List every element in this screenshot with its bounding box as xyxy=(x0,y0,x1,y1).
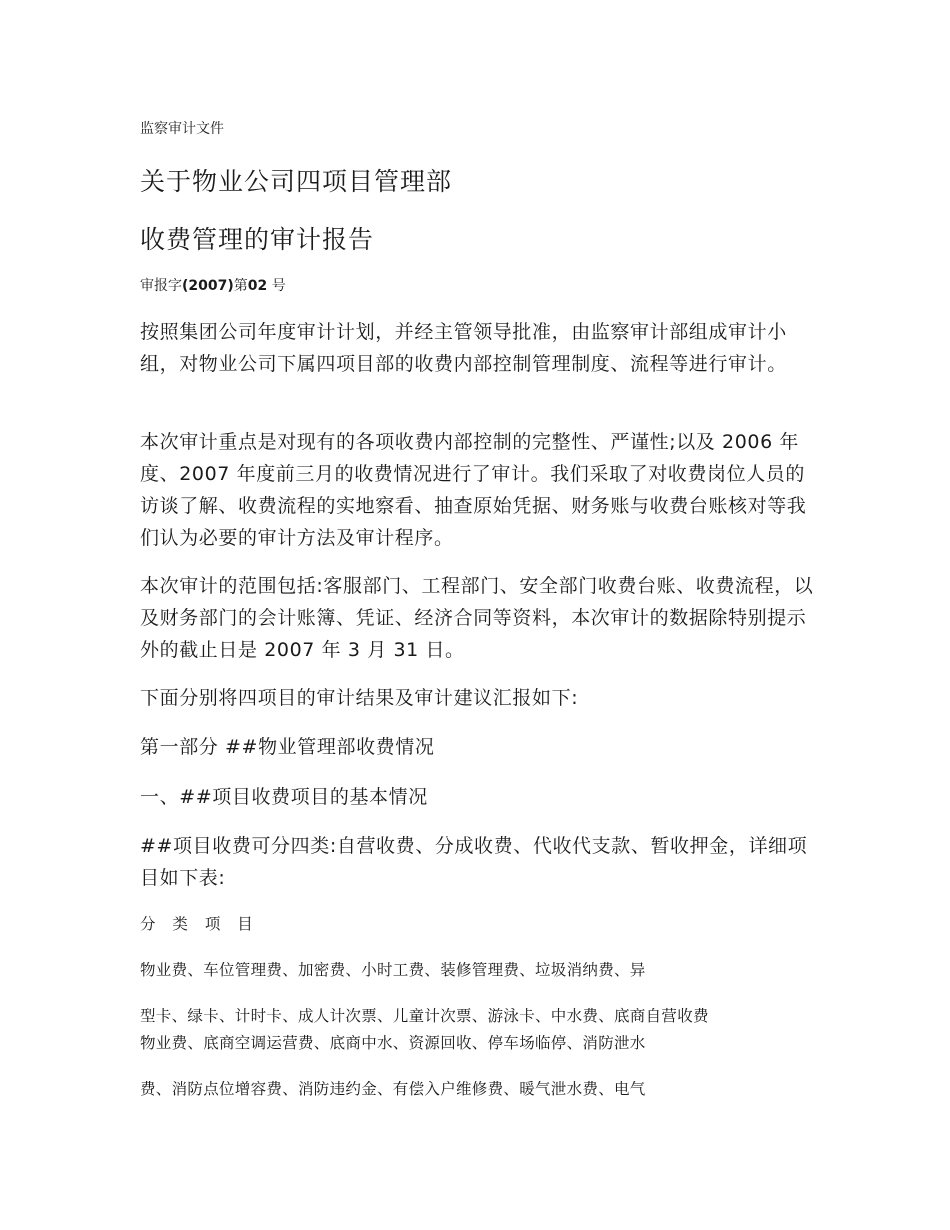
table-row: 物业费、车位管理费、加密费、小时工费、装修管理费、垃圾消纳费、异 xyxy=(140,961,646,979)
doc-number-value: 02 xyxy=(247,278,268,294)
paragraph-3: 本次审计的范围包括:客服部门、工程部门、安全部门收费台账、收费流程，以及财务部门的会计账簿、凭证、经济合同等资料，本次审计的数据除特别提示外的截止日是 2007 年 3 月 31 日。 xyxy=(140,575,814,661)
paragraph-4: 下面分别将四项目的审计结果及审计建议汇报如下: xyxy=(140,687,579,709)
doc-number-suffix: 号 xyxy=(271,278,286,294)
title-line-1: 关于物业公司四项目管理部 xyxy=(140,167,453,196)
subsection-heading: 一、##项目收费项目的基本情况 xyxy=(140,786,428,808)
table-row: 费、消防点位增容费、消防违约金、有偿入户维修费、暖气泄水费、电气 xyxy=(140,1080,646,1098)
table-header: 分 类 项 目 xyxy=(140,915,259,933)
paragraph-1: 按照集团公司年度审计计划，并经主管领导批准，由监察审计部组成审计小组，对物业公司下属四项目部的收费内部控制管理制度、流程等进行审计。 xyxy=(140,321,787,375)
table-row: 物业费、底商空调运营费、底商中水、资源回收、停车场临停、消防泄水 xyxy=(140,1034,646,1052)
paragraph-2: 本次审计重点是对现有的各项收费内部控制的完整性、严谨性;以及 2006 年度、2007 年度前三月的收费情况进行了审计。我们采取了对收费岗位人员的访谈了解、收费流程的实地察看、抽查原始凭据、财务账与收费台账核对等我们认为必要的审计方法及审计程序。 xyxy=(140,431,807,549)
table-row: 型卡、绿卡、计时卡、成人计次票、儿童计次票、游泳卡、中水费、底商自营收费 xyxy=(140,1007,709,1025)
document-type-label: 监察审计文件 xyxy=(140,121,224,137)
doc-number-year: (2007) xyxy=(182,278,234,294)
paragraph-5: ##项目收费可分四类:自营收费、分成收费、代收代支款、暂收押金，详细项目如下表: xyxy=(140,835,808,889)
document-number xyxy=(140,275,286,295)
doc-number-mid: 第 xyxy=(233,278,248,294)
doc-number-prefix: 审报字 xyxy=(140,278,182,294)
title-line-2: 收费管理的审计报告 xyxy=(140,225,375,254)
section-heading: 第一部分 ##物业管理部收费情况 xyxy=(140,736,435,758)
